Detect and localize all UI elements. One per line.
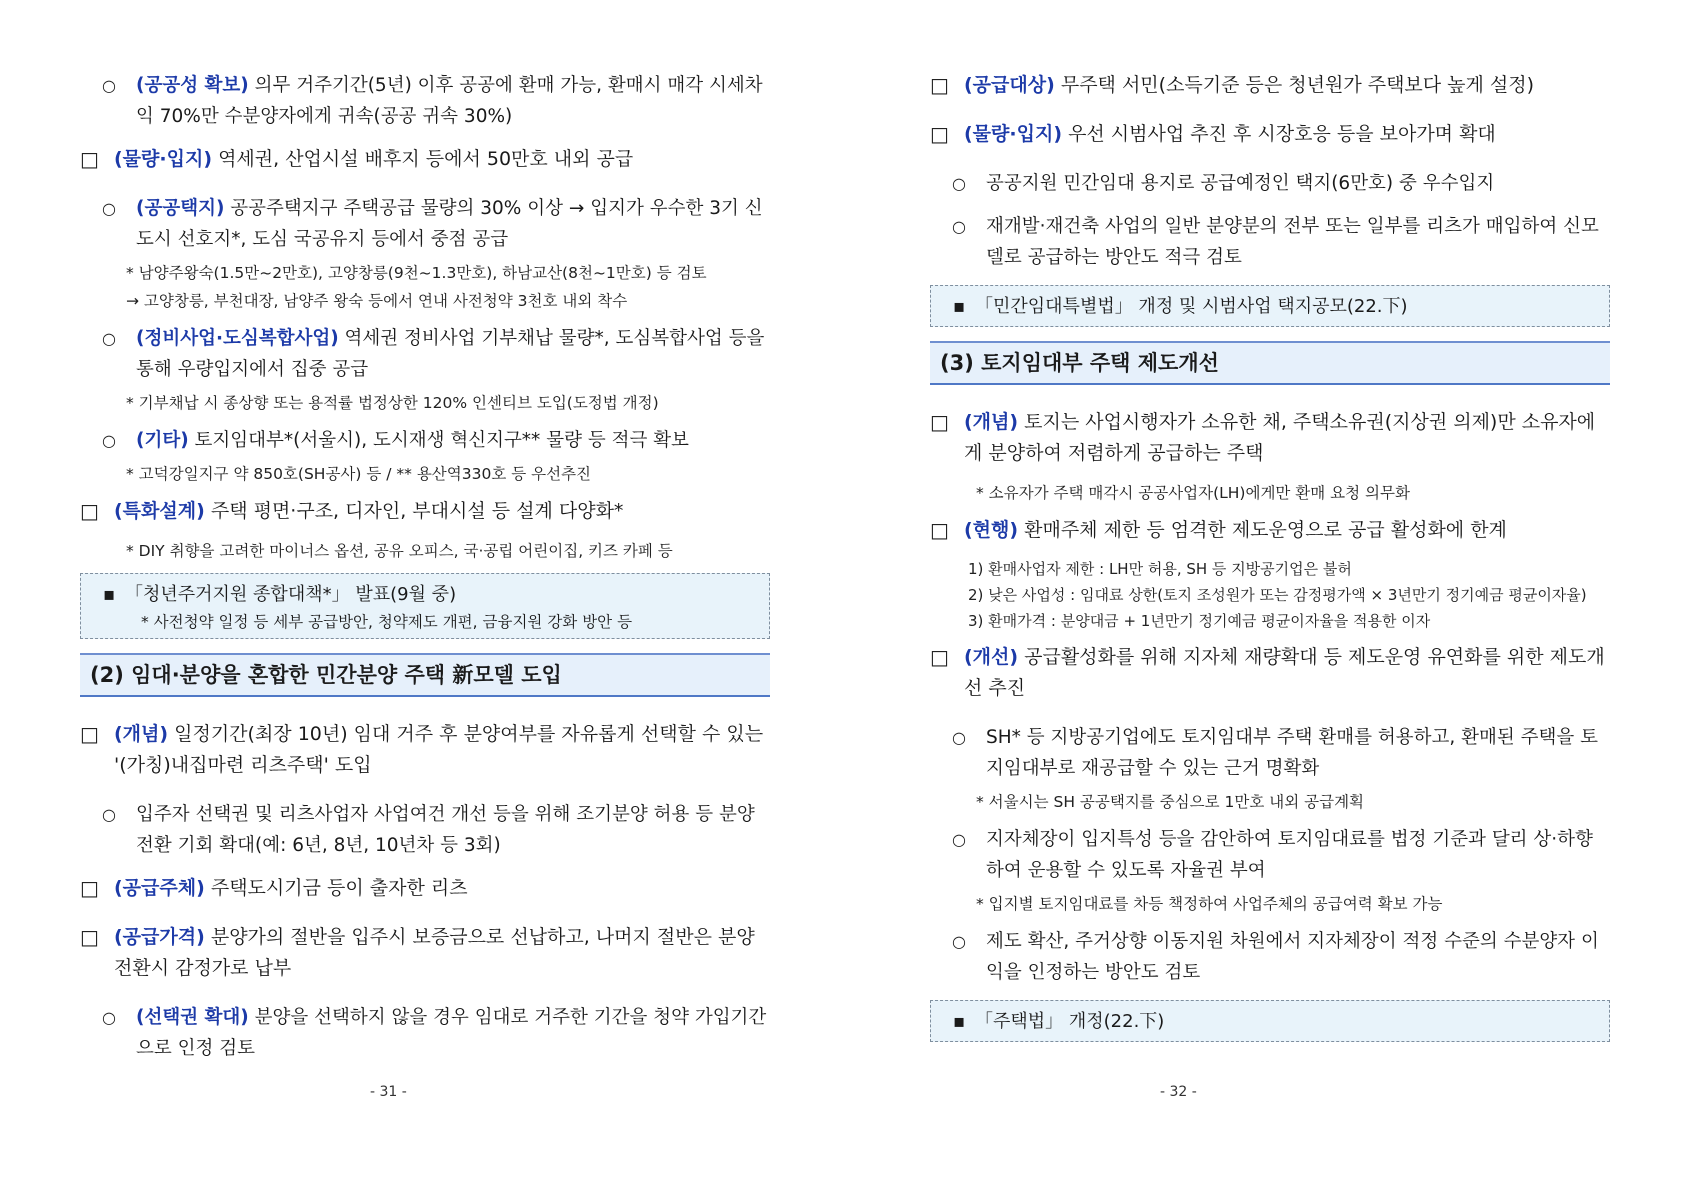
circle-bullet-marker: ○ xyxy=(952,174,966,193)
circle-bullet-marker: ○ xyxy=(102,431,116,450)
point-text: 의무 거주기간(5년) 이후 공공에 환매 가능, 환매시 매각 시세차익 70%만 수분양자에게 귀속(공공 귀속 30%) xyxy=(136,75,763,127)
point-text: 입주자 선택권 및 리츠사업자 사업여건 개선 등을 위해 조기분양 허용 등 분양전환 기회 확대(예: 6년, 8년, 10년차 등 3회) xyxy=(136,804,755,856)
main-point xyxy=(80,873,770,904)
main-point xyxy=(80,719,770,781)
point-text: 지자체장이 입지특성 등을 감안하여 토지임대료를 법정 기준과 달리 상·하향 하여 운용할 수 있도록 자율권 부여 xyxy=(986,829,1593,881)
checkbox-square-marker: □ xyxy=(930,410,949,434)
point-label: (특화설계) xyxy=(114,500,205,522)
sub-point xyxy=(90,323,770,385)
sub-point xyxy=(940,168,1610,199)
sub-point xyxy=(940,926,1610,988)
point-text: 토지는 사업시행자가 소유한 채, 주택소유권(지상권 의제)만 소유자에게 분양하여 저렴하게 공급하는 주택 xyxy=(964,411,1596,464)
point-label: (공급가격) xyxy=(114,926,205,948)
sub-point xyxy=(90,799,770,861)
page-number-right: - 32 - xyxy=(1160,1084,1197,1100)
point-text: 주택도시기금 등이 출자한 리츠 xyxy=(210,877,468,899)
point-label: (공공택지) xyxy=(136,198,225,219)
circle-bullet-marker: ○ xyxy=(102,199,116,218)
point-label: (정비사업·도심복합사업) xyxy=(136,328,339,349)
point-label: (선택권 확대) xyxy=(136,1007,249,1028)
circle-bullet-marker: ○ xyxy=(952,932,966,951)
box-title: 「청년주거지원 종합대책*」 발표(9월 중) xyxy=(125,584,457,605)
box-title: 「주택법」 개정(22.下) xyxy=(975,1011,1165,1032)
point-text: 환매주체 제한 등 엄격한 제도운영으로 공급 활성화에 한계 xyxy=(1024,519,1507,541)
right-page xyxy=(930,70,1610,1056)
main-point xyxy=(930,119,1610,150)
point-label: (공공성 확보) xyxy=(136,75,249,96)
sub-point xyxy=(940,722,1610,784)
point-label: (개선) xyxy=(964,646,1019,668)
checkbox-square-marker: □ xyxy=(930,518,949,542)
point-text: 역세권 정비사업 기부채납 물량*, 도심복합사업 등을 통해 우량입지에서 집중 공급 xyxy=(136,328,765,380)
footnote: * 소유자가 주택 매각시 공공사업자(LH)에게만 환매 요청 의무화 xyxy=(976,484,1410,502)
circle-bullet-marker: ○ xyxy=(952,830,966,849)
point-text: 공급활성화를 위해 지자체 재량확대 등 제도운영 유연화를 위한 제도개선 추진 xyxy=(964,646,1605,699)
left-items xyxy=(80,70,770,563)
checkbox-square-marker: □ xyxy=(80,722,99,746)
circle-bullet-marker: ○ xyxy=(102,1008,116,1027)
main-point xyxy=(80,496,770,527)
point-text: SH* 등 지방공기업에도 토지임대부 주택 환매를 허용하고, 환매된 주택을 토지임대부로 재공급할 수 있는 근거 명확화 xyxy=(986,727,1598,779)
point-text: 공공지원 민간임대 용지로 공급예정인 택지(6만호) 중 우수입지 xyxy=(986,173,1495,194)
point-text: 재개발·재건축 사업의 일반 분양분의 전부 또는 일부를 리츠가 매입하여 신모델로 공급하는 방안도 적극 검토 xyxy=(986,216,1599,268)
point-text: 역세권, 산업시설 배후지 등에서 50만호 내외 공급 xyxy=(218,148,634,170)
box-note: * 사전청약 일정 등 세부 공급방안, 청약제도 개편, 금융지원 강화 방안 등 xyxy=(141,613,633,631)
main-point xyxy=(930,407,1610,469)
footnote: * 고덕강일지구 약 850호(SH공사) 등 / ** 용산역330호 등 우선추진 xyxy=(126,465,592,483)
sub-point xyxy=(940,211,1610,273)
box-title-row xyxy=(953,1007,1593,1037)
main-point xyxy=(930,70,1610,101)
point-text: 제도 확산, 주거상향 이동지원 차원에서 지자체장이 적정 수준의 수분양자 이익을 인정하는 방안도 검토 xyxy=(986,931,1599,983)
point-label: (물량·입지) xyxy=(964,123,1063,145)
checkbox-square-marker: □ xyxy=(80,147,99,171)
right-summary-box-1 xyxy=(930,285,1610,327)
point-text: 공공주택지구 주택공급 물량의 30% 이상 → 입지가 우수한 3기 신도시 선호지*, 도심 국공유지 등에서 중점 공급 xyxy=(136,198,763,250)
point-label: (물량·입지) xyxy=(114,148,213,170)
checkbox-square-marker: □ xyxy=(80,499,99,523)
footnote: → 고양창릉, 부천대장, 남양주 왕숙 등에서 연내 사전청약 3천호 내외 착수 xyxy=(126,292,628,310)
circle-bullet-marker: ○ xyxy=(102,76,116,95)
right-items-2 xyxy=(930,407,1610,988)
box-bullet: ▪ xyxy=(953,296,966,317)
sub-point xyxy=(940,824,1610,886)
point-text: 분양을 선택하지 않을 경우 임대로 거주한 기간을 청약 가입기간으로 인정 검토 xyxy=(136,1007,767,1059)
footnote: * 서울시는 SH 공공택지를 중심으로 1만호 내외 공급계획 xyxy=(976,793,1365,811)
point-label: (공급대상) xyxy=(964,74,1055,96)
point-text: 우선 시범사업 추진 후 시장호응 등을 보아가며 확대 xyxy=(1068,123,1496,145)
circle-bullet-marker: ○ xyxy=(102,805,116,824)
box-bullet: ▪ xyxy=(103,584,116,605)
left-page xyxy=(80,70,770,1076)
section-heading-2: (2) 임대·분양을 혼합한 민간분양 주택 新모델 도입 xyxy=(80,653,770,697)
point-text: 주택 평면·구조, 디자인, 부대시설 등 설계 다양화* xyxy=(210,500,624,522)
footnote: * 남양주왕숙(1.5만~2만호), 고양창릉(9천~1.3만호), 하남교산(8천~1만호) 등 검토 xyxy=(126,264,707,282)
right-items xyxy=(930,70,1610,273)
sub-point xyxy=(90,1002,770,1064)
point-label: (개념) xyxy=(114,723,169,745)
left-summary-box xyxy=(80,573,770,639)
point-label: (공급주체) xyxy=(114,877,205,899)
box-bullet: ▪ xyxy=(953,1011,966,1032)
main-point xyxy=(80,922,770,984)
sub-point xyxy=(90,70,770,132)
point-text: 일정기간(최장 10년) 임대 거주 후 분양여부를 자유롭게 선택할 수 있는 '(가칭)내집마련 리츠주택' 도입 xyxy=(114,723,764,776)
main-point xyxy=(930,515,1610,546)
box-title: 「민간임대특별법」 개정 및 시범사업 택지공모(22.下) xyxy=(975,296,1408,317)
footnote: * DIY 취향을 고려한 마이너스 옵션, 공유 오피스, 국·공립 어린이집, 키즈 카페 등 xyxy=(126,542,673,560)
checkbox-square-marker: □ xyxy=(80,925,99,949)
sub-point xyxy=(90,193,770,255)
point-label: (기타) xyxy=(136,430,189,451)
section-heading-3: (3) 토지임대부 주택 제도개선 xyxy=(930,341,1610,385)
checkbox-square-marker: □ xyxy=(930,122,949,146)
page-number-left: - 31 - xyxy=(370,1084,407,1100)
left-items-2 xyxy=(80,719,770,1064)
footnote: * 입지별 토지임대료를 차등 책정하여 사업주체의 공급여력 확보 가능 xyxy=(976,895,1443,913)
box-title-row xyxy=(103,580,753,610)
footnote: 3) 환매가격 : 분양대금 + 1년만기 정기예금 평균이자율을 적용한 이자 xyxy=(968,612,1431,630)
checkbox-square-marker: □ xyxy=(930,645,949,669)
right-summary-box-2 xyxy=(930,1000,1610,1042)
checkbox-square-marker: □ xyxy=(80,876,99,900)
footnote: 1) 환매사업자 제한 : LH만 허용, SH 등 지방공기업은 불허 xyxy=(968,560,1352,578)
footnote: * 기부채납 시 종상향 또는 용적률 법정상한 120% 인센티브 도입(도정법 개정) xyxy=(126,394,659,412)
footnote: 2) 낮은 사업성 : 임대료 상한(토지 조성원가 또는 감정평가액 × 3년만기 정기예금 평균이자율) xyxy=(968,586,1587,604)
main-point xyxy=(80,144,770,175)
box-title-row xyxy=(953,292,1593,322)
sub-point xyxy=(90,425,770,456)
point-text: 토지임대부*(서울시), 도시재생 혁신지구** 물량 등 적극 확보 xyxy=(194,430,689,451)
main-point xyxy=(930,642,1610,704)
checkbox-square-marker: □ xyxy=(930,73,949,97)
point-label: (개념) xyxy=(964,411,1019,433)
circle-bullet-marker: ○ xyxy=(952,217,966,236)
point-label: (현행) xyxy=(964,519,1019,541)
point-text: 분양가의 절반을 입주시 보증금으로 선납하고, 나머지 절반은 분양 전환시 감정가로 납부 xyxy=(114,926,755,979)
point-text: 무주택 서민(소득기준 등은 청년원가 주택보다 높게 설정) xyxy=(1060,74,1535,96)
circle-bullet-marker: ○ xyxy=(102,329,116,348)
circle-bullet-marker: ○ xyxy=(952,728,966,747)
